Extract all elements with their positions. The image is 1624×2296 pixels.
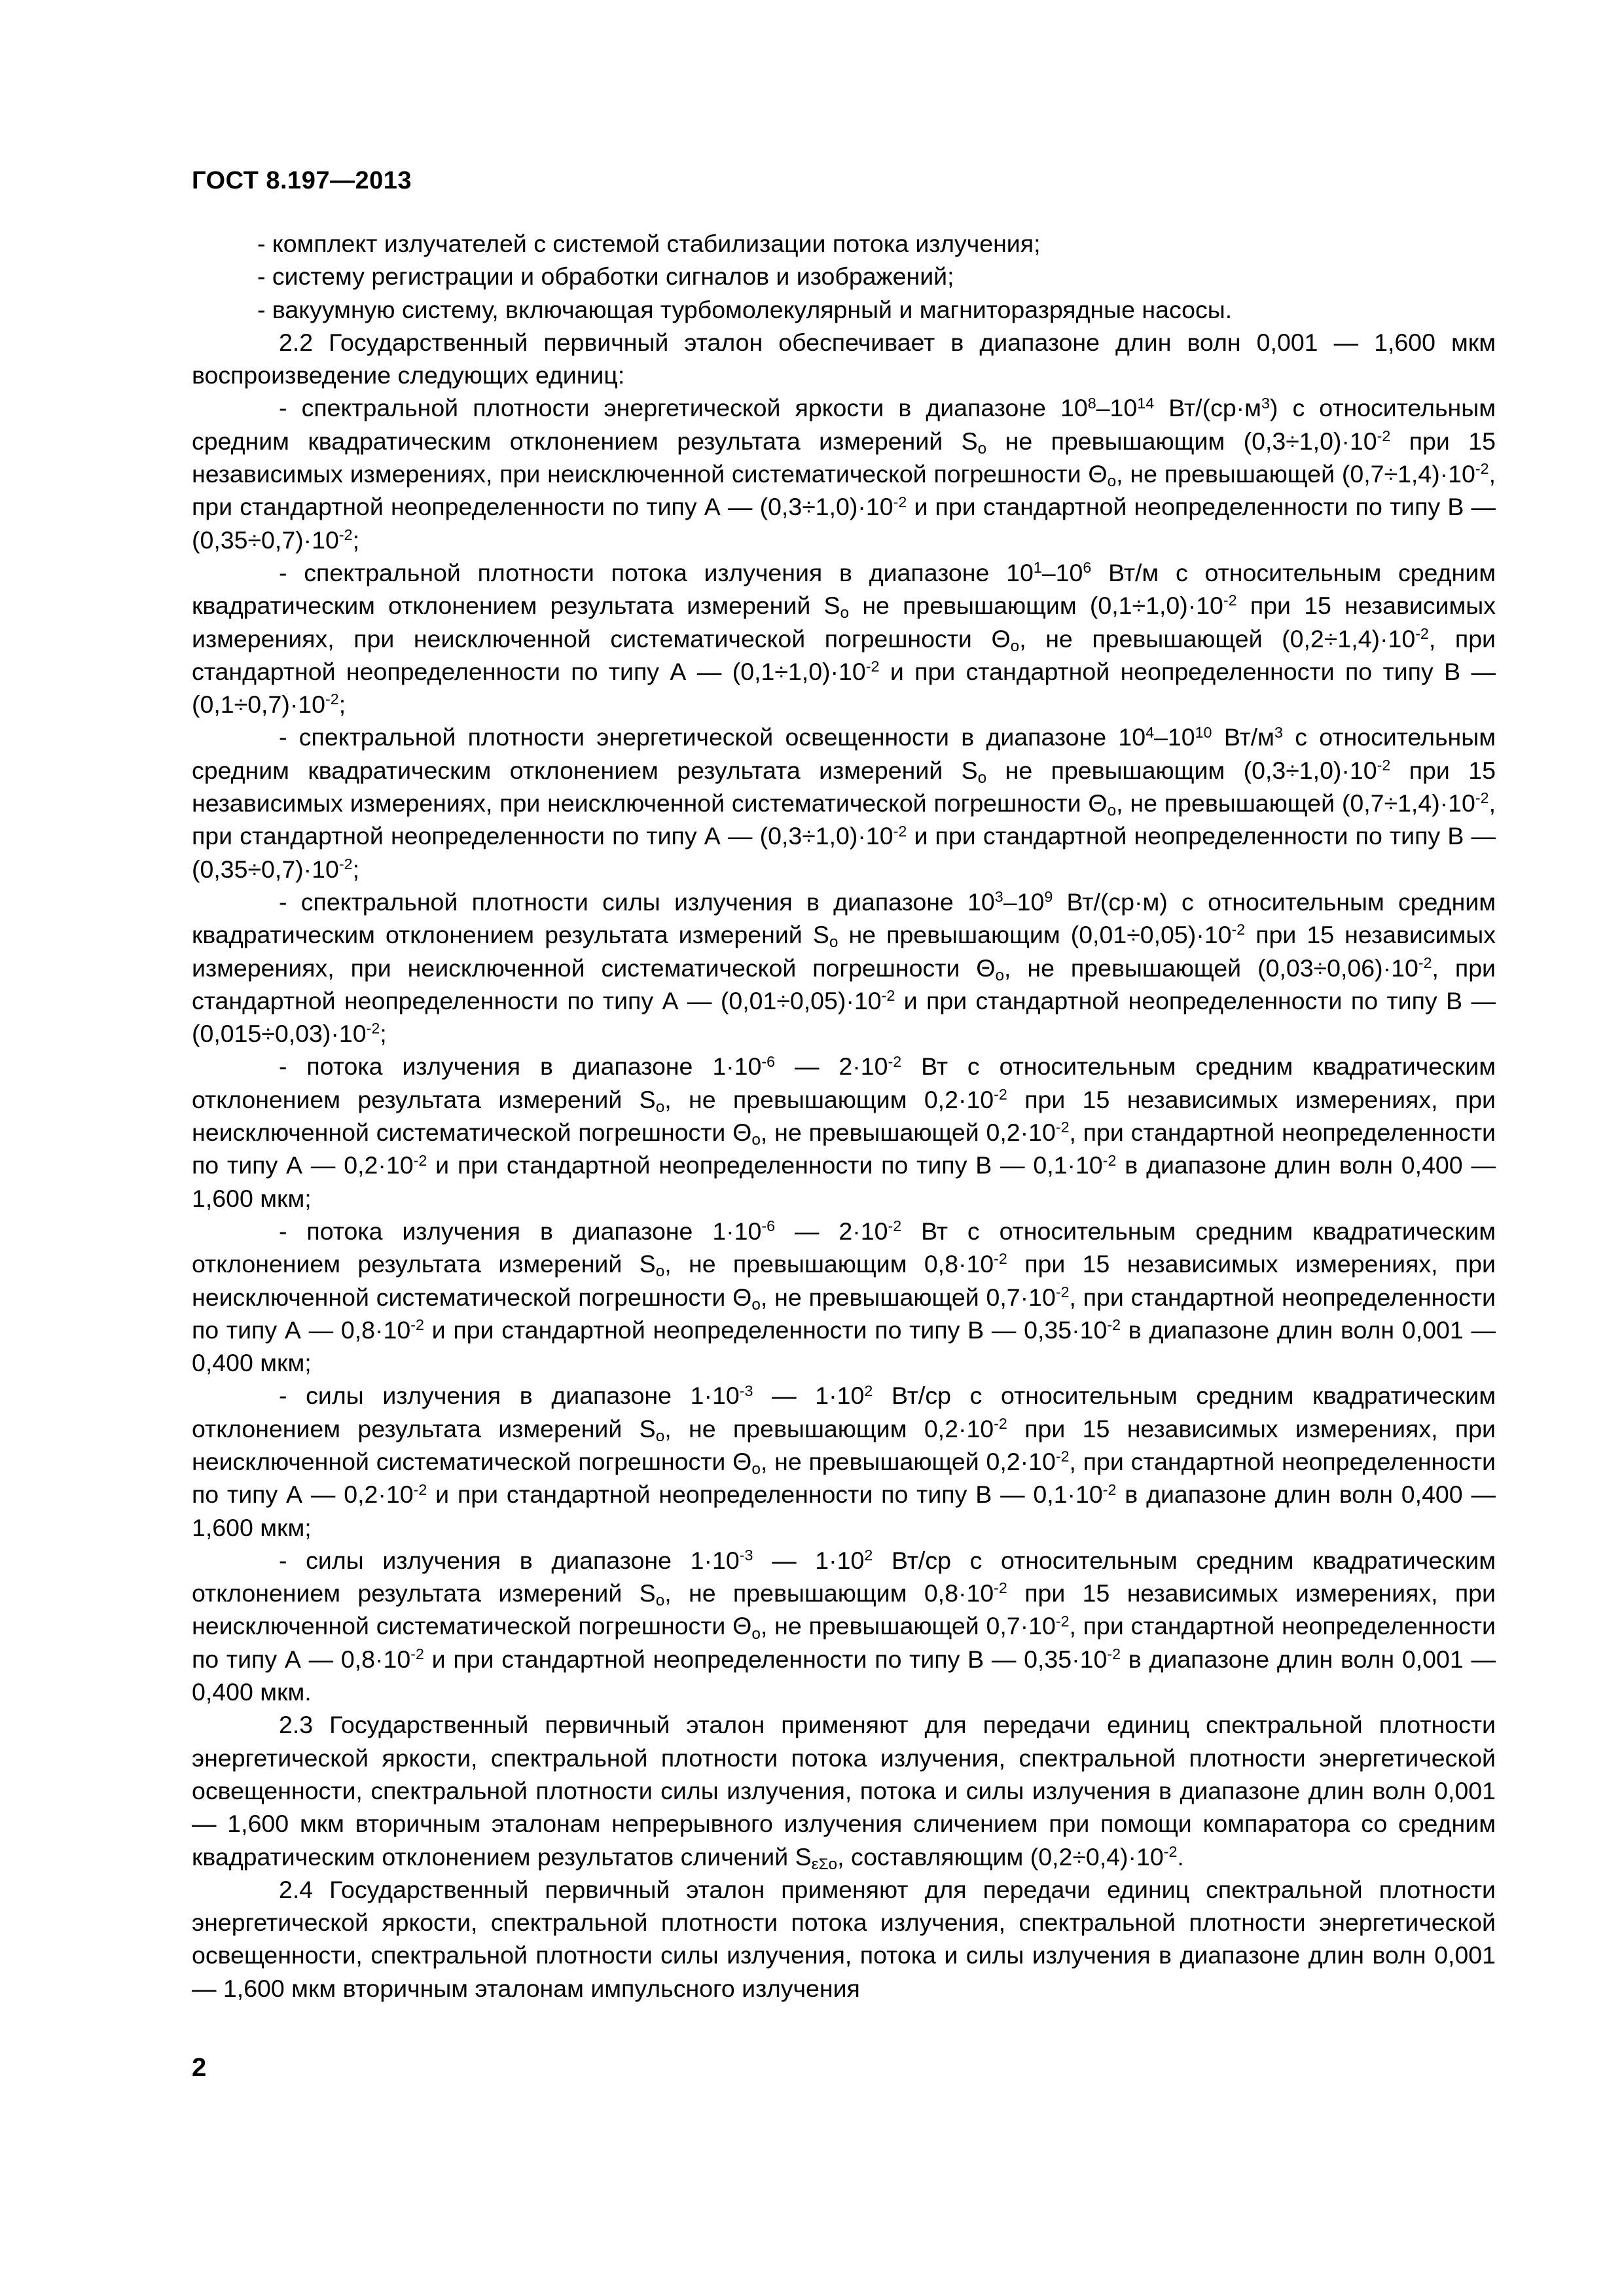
paragraph: - систему регистрации и обработки сигналов и изображений;	[257, 262, 954, 291]
list-item: - силы излучения в диапазоне $1\cdot 10^{-3}$ — $1\cdot 10^2$ Вт/ср с относительным средним квадратическим отклонением результата измерений $S_o$, не превышающим $0,2\cdot 10^{-2}$ при 15 независимых измерениях, при неисключенной систематической погрешности $\Theta_o$, не превышающей $0,2\cdot 10^{-2}$, при стандартной неопределенности по типу А — $0,2\cdot 10^{-2}$ и при стандартной неопределенности по типу В — $0,1\cdot 10^{-2}$ в диапазоне длин волн 0,400 — 1,600 мкм;	[192, 1382, 1496, 1541]
list-item: - спектральной плотности силы излучения в диапазоне $10^3-10^9$ Вт/(ср·м) с относительным средним квадратическим отклонением результата измерений $S_o$ не превышающим $(0,01\div 0,05)\cdot 10^{-2}$ при 15 независимых измерениях, при неисключенной систематической погрешности $\Theta_o$, не превышающей $(0,03\div 0,06)\cdot 10^{-2}$, при стандартной неопределенности по типу А — $(0,01\div 0,05)\cdot 10^{-2}$ и при стандартной неопределенности по типу В — $(0,015\div 0,03)\cdot 10^{-2}$;	[192, 888, 1496, 1048]
section-2-2-paragraph: 2.2 Государственный первичный эталон обеспечивает в диапазоне длин волн 0,001 — 1,600 мкм воспроизведение следующих единиц:	[192, 328, 1496, 389]
section-2-3-paragraph: 2.3 Государственный первичный эталон применяют для передачи единиц спектральной плотности энергетической яркости, спектральной плотности потока излучения, спектральной плотности энергетической освещенности, спектральной плотности силы излучения, потока и силы излучения в диапазоне длин волн 0,001 — 1,600 мкм вторичным эталонам непрерывного излучения сличением при помощи компаратора со средним квадратическим отклонением результатов сличений $S_{\varepsilon\Sigma o}$, составляющим $(0,2\div 0,4)\cdot 10^{-2}$.	[192, 1711, 1496, 1873]
list-item: - потока излучения в диапазоне $1\cdot 10^{-6}$ — $2\cdot 10^{-2}$ Вт с относительным средним квадратическим отклонением результата измерений $S_o$, не превышающим $0,2\cdot 10^{-2}$ при 15 независимых измерениях, при неисключенной систематической погрешности $\Theta_o$, не превышающей $0,2\cdot 10^{-2}$, при стандартной неопределенности по типу А — $0,2\cdot 10^{-2}$ и при стандартной неопределенности по типу В — $0,1\cdot 10^{-2}$ в диапазоне длин волн 0,400 — 1,600 мкм;	[192, 1052, 1496, 1212]
page-number: 2	[192, 2053, 207, 2082]
list-item: - спектральной плотности энергетической освещенности в диапазоне $10^4-10^{10}$ $Вт/м^3$ с относительным средним квадратическим отклонением результата измерений $S_o$ не превышающим $(0,3\div 1,0)\cdot 10^{-2}$ при 15 независимых измерениях, при неисключенной систематической погрешности $\Theta_o$, не превышающей $(0,7\div 1,4)\cdot 10^{-2}$, при стандартной неопределенности по типу А — $(0,3\div 1,0)\cdot 10^{-2}$ и при стандартной неопределенности по типу В — $(0,35\div 0,7)\cdot 10^{-2}$;	[192, 723, 1496, 883]
section-2-4-paragraph: 2.4 Государственный первичный эталон применяют для передачи единиц спектральной плотности энергетической яркости, спектральной плотности потока излучения, спектральной плотности энергетической освещенности, спектральной плотности силы излучения, потока и силы излучения в диапазоне длин волн 0,001 — 1,600 мкм вторичным эталонам импульсного излучения	[192, 1875, 1496, 2002]
list-item: - спектральной плотности энергетической яркости в диапазоне $10^8-10^{14}$ $Вт/(ср\cdot м^3)$ с относительным средним квадратическим отклонением результата измерений $S_o$ не превышающим $(0,3\div 1,0)\cdot 10^{-2}$ при 15 независимых измерениях, при неисключенной систематической погрешности $\Theta_o$, не превышающей $(0,7\div 1,4)\cdot 10^{-2}$, при стандартной неопределенности по типу А — $(0,3\div 1,0)\cdot 10^{-2}$ и при стандартной неопределенности по типу В — $(0,35\div 0,7)\cdot 10^{-2}$;	[192, 394, 1496, 554]
standard-header: ГОСТ 8.197—2013	[192, 167, 412, 194]
list-item: - спектральной плотности потока излучения в диапазоне $10^1-10^6$ Вт/м с относительным средним квадратическим отклонением результата измерений $S_o$ не превышающим $(0,1\div 1,0)\cdot 10^{-2}$ при 15 независимых измерениях, при неисключенной систематической погрешности $\Theta_o$, не превышающей $(0,2\div 1,4)\cdot 10^{-2}$, при стандартной неопределенности по типу А — $(0,1\div 1,0)\cdot 10^{-2}$ и при стандартной неопределенности по типу В — $(0,1\div 0,7)\cdot 10^{-2}$;	[192, 558, 1496, 719]
paragraph: - комплект излучателей с системой стабилизации потока излучения;	[257, 230, 1041, 257]
list-item: - потока излучения в диапазоне $1\cdot 10^{-6}$ — $2\cdot 10^{-2}$ Вт с относительным средним квадратическим отклонением результата измерений $S_o$, не превышающим $0,8\cdot 10^{-2}$ при 15 независимых измерениях, при неисключенной систематической погрешности $\Theta_o$, не превышающей $0,7\cdot 10^{-2}$, при стандартной неопределенности по типу А — $0,8\cdot 10^{-2}$ и при стандартной неопределенности по типу В — $0,35\cdot 10^{-2}$ в диапазоне длин волн 0,001 — 0,400 мкм;	[192, 1217, 1496, 1377]
document-body	[192, 227, 1496, 2005]
list-item: - силы излучения в диапазоне $1\cdot 10^{-3}$ — $1\cdot 10^2$ Вт/ср с относительным средним квадратическим отклонением результата измерений $S_o$, не превышающим $0,8\cdot 10^{-2}$ при 15 независимых измерениях, при неисключенной систематической погрешности $\Theta_o$, не превышающей $0,7\cdot 10^{-2}$, при стандартной неопределенности по типу А — $0,8\cdot 10^{-2}$ и при стандартной неопределенности по типу В — $0,35\cdot 10^{-2}$ в диапазоне длин волн 0,001 — 0,400 мкм.	[192, 1546, 1496, 1706]
paragraph: - вакуумную систему, включающая турбомолекулярный и магниторазрядные насосы.	[257, 295, 1233, 323]
